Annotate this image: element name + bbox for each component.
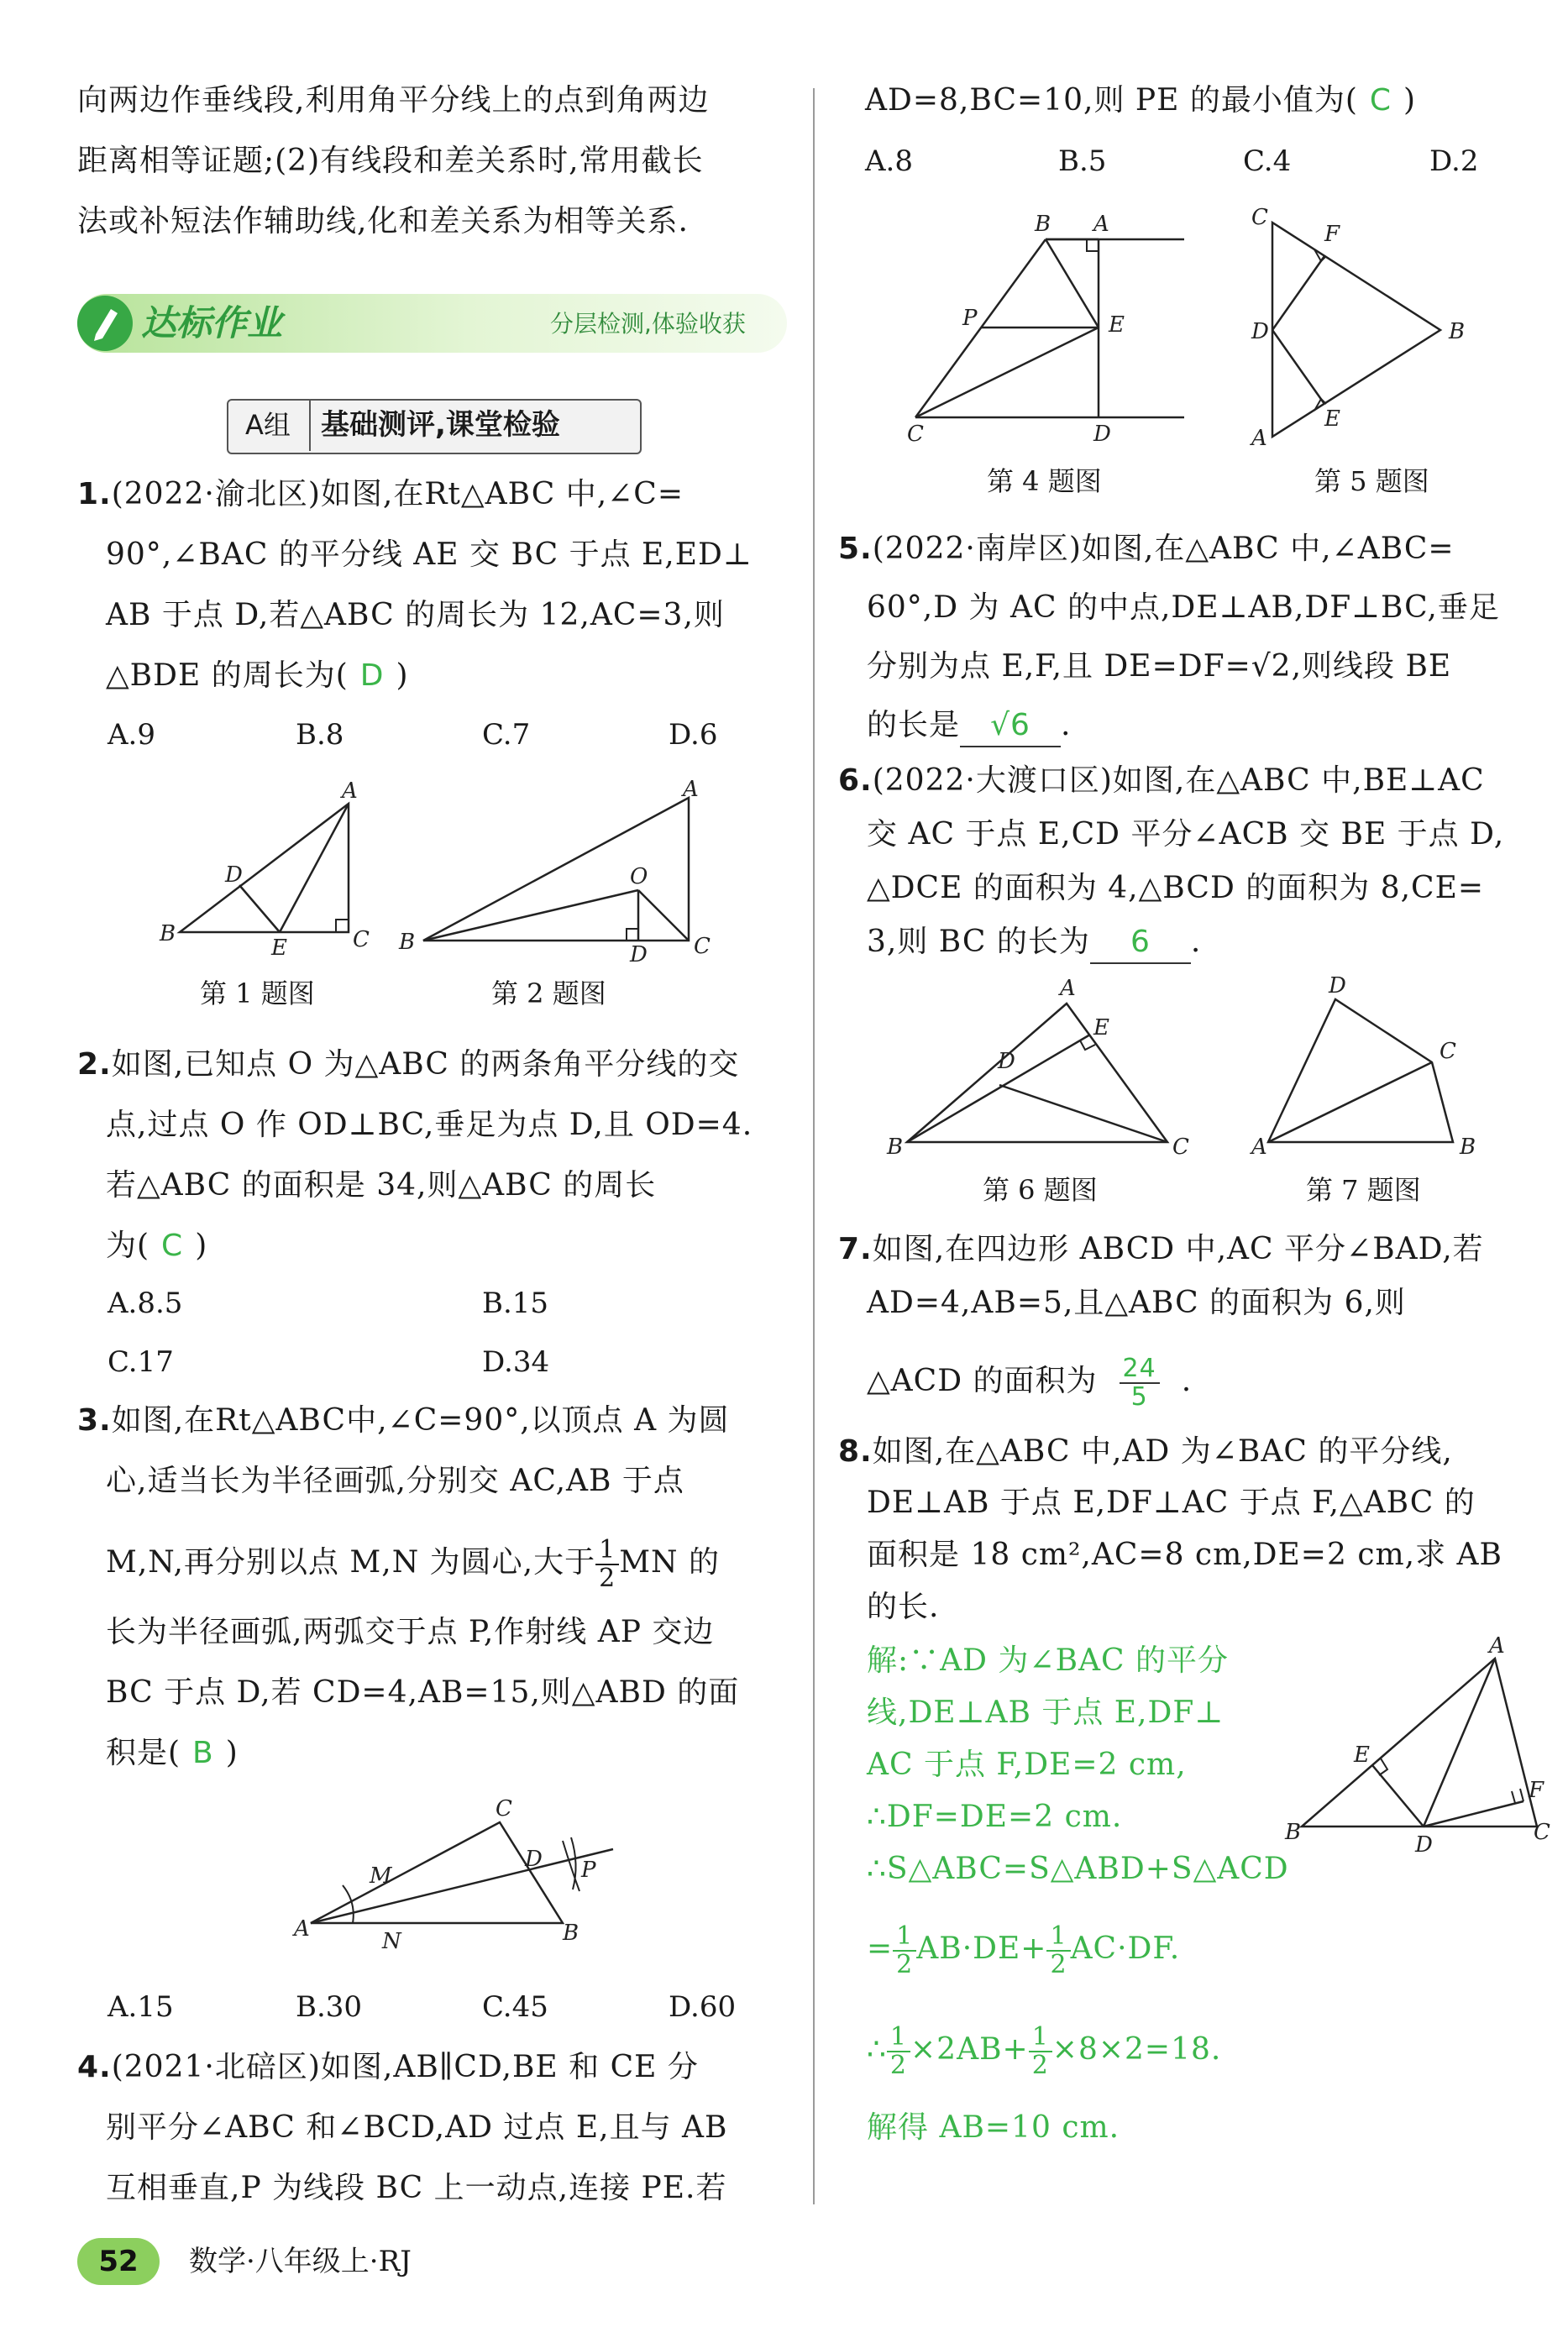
q8-label-f: F (1529, 1778, 1544, 1803)
footer-text: 数学·八年级上·RJ (189, 2245, 412, 2278)
q5-number: 5. (838, 532, 873, 566)
q8-label-a: A (1489, 1633, 1505, 1659)
q2-line-4: 为( C ) (106, 1229, 208, 1263)
q4-label-c: C (907, 422, 924, 447)
q4-caption: 第 4 题图 (987, 465, 1102, 497)
column-divider (813, 88, 815, 2204)
fig5-label-f: F (1324, 222, 1340, 247)
q8-solution-5: ∴S△ABC=S△ABD+S△ACD (867, 1852, 1289, 1886)
fig7-label-c: C (1440, 1039, 1456, 1064)
banner-subtitle: 分层检测,体验收获 (550, 310, 746, 338)
q3-figure (294, 1797, 630, 1957)
pencil-icon (77, 296, 133, 351)
q6-label-b: B (887, 1135, 904, 1160)
q3-label-a: A (294, 1916, 310, 1942)
q4-line-2: 别平分∠ABC 和∠BCD,AD 过点 E,且与 AB (106, 2110, 728, 2145)
q6-line-4: 3,则 BC 的长为 6 . (867, 922, 1201, 964)
q6-label-d: D (998, 1049, 1015, 1074)
q1-caption: 第 1 题图 (200, 977, 315, 1009)
fig5-caption: 第 5 题图 (1314, 465, 1429, 497)
q6-label-e: E (1093, 1015, 1109, 1040)
q3-line-2: 心,适当长为半径画弧,分别交 AC,AB 于点 (106, 1464, 684, 1498)
q4-option-d: D.2 (1429, 144, 1479, 178)
q7-number: 7. (838, 1232, 873, 1266)
q3-fraction: $\frac{1}{2}$ (595, 1537, 619, 1592)
q1-label-b: B (160, 921, 176, 946)
q5-figure (1247, 206, 1482, 449)
q8-solution-1: 解:∵AD 为∠BAC 的平分 (867, 1643, 1230, 1678)
fig7-label-d: D (1329, 973, 1346, 998)
page-number: 52 (77, 2238, 160, 2285)
q8-figure (1285, 1633, 1550, 1864)
q3-option-b: B.30 (296, 1990, 363, 2024)
q2-line-3: 若△ABC 的面积是 34,则△ABC 的周长 (106, 1168, 657, 1203)
q8-half-1: $\frac{1}{2}$ (893, 1923, 916, 1979)
q6-label-c: C (1172, 1135, 1189, 1160)
q2-label-a: A (683, 777, 699, 802)
q2-option-b: B.15 (482, 1287, 549, 1320)
q8-label-d: D (1415, 1832, 1433, 1858)
q1-line-2: 90°,∠BAC 的平分线 AE 交 BC 于点 E,ED⊥ (106, 537, 753, 572)
q2-caption: 第 2 题图 (491, 977, 606, 1009)
fig5-label-a: A (1251, 426, 1267, 451)
q1-option-c: C.7 (482, 718, 531, 752)
q3-option-d: D.60 (669, 1990, 737, 2024)
q5-line-3: 分别为点 E,F,且 DE=DF=√2,则线段 BE (867, 649, 1452, 684)
q6-answer: 6 (1090, 922, 1191, 964)
q8-line-4: 的长. (867, 1590, 940, 1624)
q7-figure (1243, 974, 1495, 1167)
q6-line-2: 交 AC 于点 E,CD 平分∠ACB 交 BE 于点 D, (867, 817, 1505, 852)
q5-line-2: 60°,D 为 AC 的中点,DE⊥AB,DF⊥BC,垂足 (867, 590, 1500, 625)
q4-line-1: 4.(2021·北碚区)如图,AB∥CD,BE 和 CE 分 (77, 2050, 699, 2084)
q3-line-6: 积是( B ) (106, 1736, 239, 1770)
q3-answer: B (192, 1736, 214, 1770)
q3-line-4: 长为半径画弧,两弧交于点 P,作射线 AP 交边 (106, 1615, 715, 1649)
q8-half-4: $\frac{1}{2}$ (1029, 2024, 1052, 2079)
q1-label-a: A (342, 778, 358, 804)
q8-half-3: $\frac{1}{2}$ (887, 2024, 910, 2079)
q1-label-e: E (271, 936, 287, 961)
q4-label-e: E (1109, 312, 1125, 338)
q4-option-b: B.5 (1058, 144, 1107, 178)
intro-line-3: 法或补短法作辅助线,化和差关系为相等关系. (77, 204, 689, 238)
fig5-label-b: B (1449, 319, 1466, 344)
q1-line-3: AB 于点 D,若△ABC 的周长为 12,AC=3,则 (106, 598, 725, 632)
q8-label-c: C (1534, 1820, 1550, 1845)
q4-label-d: D (1093, 422, 1111, 447)
q6-label-a: A (1060, 976, 1076, 1001)
fig5-label-d: D (1251, 319, 1269, 344)
group-label: A组 (227, 399, 311, 451)
q2-line-2: 点,过点 O 作 OD⊥BC,垂足为点 D,且 OD=4. (106, 1108, 753, 1142)
q4-label-b: B (1035, 212, 1051, 237)
q4-line-3: 互相垂直,P 为线段 BC 上一动点,连接 PE.若 (106, 2171, 727, 2205)
q2-line-1: 2.如图,已知点 O 为△ABC 的两条角平分线的交 (77, 1047, 740, 1082)
q4-figure (899, 206, 1193, 449)
q4-line-4: AD=8,BC=10,则 PE 的最小值为( C ) (865, 83, 1417, 118)
fig7-caption: 第 7 题图 (1306, 1174, 1421, 1206)
q8-line-1: 8.如图,在△ABC 中,AD 为∠BAC 的平分线, (838, 1434, 1453, 1469)
q6-number: 6. (838, 763, 873, 798)
fig7-label-b: B (1460, 1135, 1476, 1160)
q8-number: 8. (838, 1434, 873, 1469)
group-title: 基础测评,课堂检验 (321, 408, 560, 442)
q7-line-3: △ACD 的面积为 $\frac{24}{5}$ . (867, 1354, 1193, 1412)
q8-label-b: B (1285, 1820, 1302, 1845)
q7-line-1: 7.如图,在四边形 ABCD 中,AC 平分∠BAD,若 (838, 1232, 1484, 1266)
intro-line-2: 距离相等证题;(2)有线段和差关系时,常用截长 (77, 144, 704, 178)
q2-option-d: D.34 (482, 1345, 550, 1379)
q4-label-a: A (1093, 212, 1109, 237)
q3-number: 3. (77, 1403, 112, 1438)
q8-line-3: 面积是 18 cm²,AC=8 cm,DE=2 cm,求 AB (867, 1538, 1502, 1572)
q3-option-c: C.45 (482, 1990, 548, 2024)
q5-line-1: 5.(2022·南岸区)如图,在△ABC 中,∠ABC= (838, 532, 1455, 566)
q2-label-c: C (694, 934, 711, 959)
q8-label-e: E (1354, 1743, 1370, 1768)
q5-line-4: 的长是 √6 . (867, 705, 1071, 747)
q8-half-2: $\frac{1}{2}$ (1046, 1923, 1070, 1979)
q4-answer: C (1369, 83, 1392, 118)
q2-label-o: O (630, 864, 648, 889)
q2-option-a: A.8.5 (108, 1287, 183, 1320)
q3-label-p: P (581, 1858, 596, 1883)
fig5-label-c: C (1251, 205, 1268, 230)
q2-figure (395, 777, 714, 967)
q5-answer: √6 (960, 705, 1061, 747)
q6-figure (882, 974, 1189, 1167)
q8-solution-8: 解得 AB=10 cm. (867, 2110, 1120, 2145)
q8-solution-2: 线,DE⊥AB 于点 E,DF⊥ (867, 1695, 1225, 1730)
q3-label-n: N (382, 1929, 401, 1954)
q1-number: 1. (77, 477, 112, 511)
q8-solution-7: ∴ $\frac{1}{2}$ ×2AB+ $\frac{1}{2}$ ×8×2=18. (867, 2022, 1222, 2080)
q6-line-1: 6.(2022·大渡口区)如图,在△ABC 中,BE⊥AC (838, 763, 1485, 798)
q2-label-b: B (399, 930, 416, 955)
q8-solution-6: = $\frac{1}{2}$ AB·DE+ $\frac{1}{2}$ AC·DF. (867, 1921, 1181, 1979)
q1-option-b: B.8 (296, 718, 344, 752)
banner-title: 达标作业 (141, 302, 283, 343)
q1-line-1: 1.(2022·渝北区)如图,在Rt△ABC 中,∠C= (77, 477, 684, 511)
q7-answer: $\frac{24}{5}$ (1120, 1355, 1160, 1411)
q6-line-3: △DCE 的面积为 4,△BCD 的面积为 8,CE= (867, 871, 1485, 905)
q2-number: 2. (77, 1047, 112, 1082)
q3-option-a: A.15 (108, 1990, 174, 2024)
q3-label-m: M (370, 1863, 392, 1889)
q1-answer: D (359, 658, 385, 693)
q3-line-3: M,N,再分别以点 M,N 为圆心,大于 $\frac{1}{2}$ MN 的 (106, 1535, 720, 1593)
q3-line-5: BC 于点 D,若 CD=4,AB=15,则△ABD 的面 (106, 1675, 740, 1710)
q8-line-2: DE⊥AB 于点 E,DF⊥AC 于点 F,△ABC 的 (867, 1486, 1476, 1520)
q4-number: 4. (77, 2050, 112, 2084)
q2-option-c: C.17 (108, 1345, 174, 1379)
q1-line-4: △BDE 的周长为( D ) (106, 658, 409, 693)
q3-label-d: D (525, 1847, 543, 1872)
q1-label-d: D (225, 862, 243, 888)
q1-option-a: A.9 (108, 718, 155, 752)
q4-option-c: C.4 (1243, 144, 1292, 178)
q3-label-c: C (496, 1796, 512, 1821)
q4-option-a: A.8 (865, 144, 913, 178)
q1-option-d: D.6 (669, 718, 718, 752)
q2-label-d: D (630, 942, 648, 967)
intro-line-1: 向两边作垂线段,利用角平分线上的点到角两边 (77, 83, 710, 118)
q4-label-p: P (962, 306, 978, 331)
q6-caption: 第 6 题图 (983, 1174, 1098, 1206)
q1-figure (151, 768, 386, 961)
q8-solution-3: AC 于点 F,DE=2 cm, (867, 1748, 1187, 1782)
fig5-label-e: E (1324, 406, 1340, 432)
q3-line-1: 3.如图,在Rt△ABC中,∠C=90°,以顶点 A 为圆 (77, 1403, 730, 1438)
q7-line-2: AD=4,AB=5,且△ABC 的面积为 6,则 (867, 1286, 1406, 1320)
q2-answer: C (161, 1229, 184, 1263)
fig7-label-a: A (1251, 1135, 1267, 1160)
q3-label-b: B (563, 1921, 579, 1946)
q1-label-c: C (353, 927, 370, 952)
q8-solution-4: ∴DF=DE=2 cm. (867, 1800, 1123, 1834)
